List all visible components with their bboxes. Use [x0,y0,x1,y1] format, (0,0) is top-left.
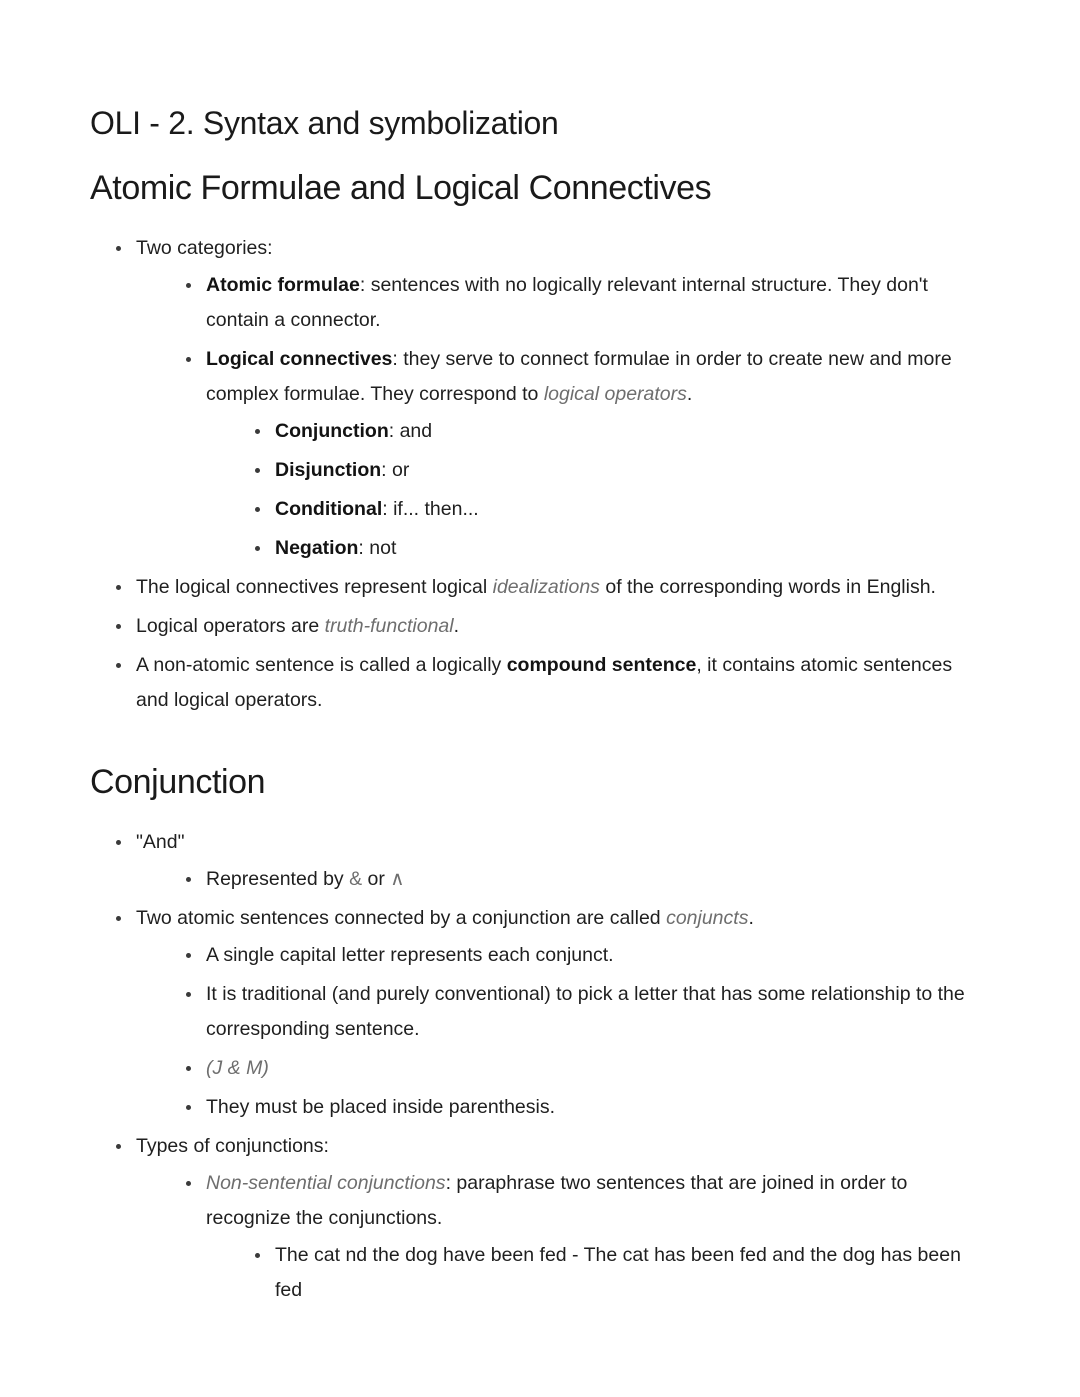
list-item [183,1051,990,1086]
and-sublist [183,862,990,897]
connective-definition: : and [388,420,433,443]
list-item [183,938,990,973]
connective-types-list [252,414,990,566]
list-item [252,531,990,566]
idealizations-emphasis: idealizations [492,576,600,599]
single-capital-letter-text: A single capital letter represents each conjunct. [206,943,614,966]
conjuncts-sublist [183,938,990,1125]
list-item [113,1129,990,1308]
section-heading-conjunction: Conjunction [90,763,266,802]
list-item [252,492,990,527]
truth-functional-text-part1: Logical operators are [136,615,325,638]
list-item [113,570,990,605]
list-item [252,1238,990,1308]
idealizations-text-part2: of the corresponding words in English. [599,576,936,599]
conjuncts-emphasis: conjuncts [666,906,749,929]
connective-definition: : if... then... [382,498,479,521]
logical-connectives-term: Logical connectives [206,348,393,371]
atomic-formulae-list [113,231,990,718]
types-of-conjunctions-label: Types of conjunctions: [136,1134,329,1157]
conjunction-list [113,825,990,1308]
compound-sentence-text-part1: A non-atomic sentence is called a logically [136,654,507,677]
connective-term: Conjunction [275,420,389,443]
logical-operators-emphasis: logical operators [543,383,687,406]
list-item [183,862,990,897]
connective-definition: : not [358,537,397,560]
list-item [113,825,990,897]
non-sentential-term: Non-sentential conjunctions [206,1171,446,1194]
logical-connectives-definition-part2: . [686,383,693,406]
jm-example: (J & M) [206,1056,269,1079]
connective-term: Negation [275,537,359,560]
represented-by-conjunction-word: or [362,867,391,890]
represented-by-text: Represented by [206,867,350,890]
conjuncts-text-part2: . [748,906,754,929]
list-item [183,268,990,338]
list-item [183,342,990,566]
list-item [183,977,990,1047]
list-item [252,453,990,488]
idealizations-text-part1: The logical connectives represent logical [136,576,493,599]
list-item [252,414,990,449]
logical-connectives-definition-part1: : they serve to connect formulae in order to create new and more complex formulae. They correspond to [206,348,952,406]
compound-sentence-bold: compound sentence [506,654,697,677]
traditional-convention-text: It is traditional (and purely conventional) to pick a letter that has some relationship to the corresponding sentence. [206,982,965,1040]
atomic-formulae-definition: : sentences with no logically relevant internal structure. They don't contain a connector. [206,274,928,332]
categories-sublist [183,268,990,566]
section-heading-atomic-formulae: Atomic Formulae and Logical Connectives [90,169,712,208]
conjuncts-text-part1: Two atomic sentences connected by a conjunction are called [136,906,667,929]
parenthesis-rule-text: They must be placed inside parenthesis. [206,1095,556,1118]
two-categories-label: Two categories: [136,237,273,260]
cat-dog-example-text: The cat nd the dog have been fed - The cat has been fed and the dog has been fed [275,1243,961,1301]
atomic-formulae-term: Atomic formulae [206,274,360,297]
truth-functional-text-part2: . [453,615,460,638]
non-sentential-definition: : paraphrase two sentences that are joined in order to recognize the conjunctions. [206,1171,908,1229]
conjunction-types-sublist [183,1166,990,1308]
truth-functional-emphasis: truth-functional [324,615,454,638]
and-label: "And" [136,830,185,853]
connective-definition: : or [381,459,410,482]
compound-sentence-text-part2: , it contains atomic sentences and logical operators. [136,654,953,712]
connective-term: Conditional [275,498,383,521]
list-item [113,901,990,1125]
page-title: OLI - 2. Syntax and symbolization [90,105,559,141]
connective-term: Disjunction [275,459,382,482]
list-item [183,1090,990,1125]
wedge-symbol: ∧ [390,867,405,890]
non-sentential-examples-list [252,1238,990,1308]
list-item [113,231,990,566]
list-item [183,1166,990,1308]
list-item [113,609,990,644]
list-item [113,648,990,718]
ampersand-symbol: & [349,867,363,890]
